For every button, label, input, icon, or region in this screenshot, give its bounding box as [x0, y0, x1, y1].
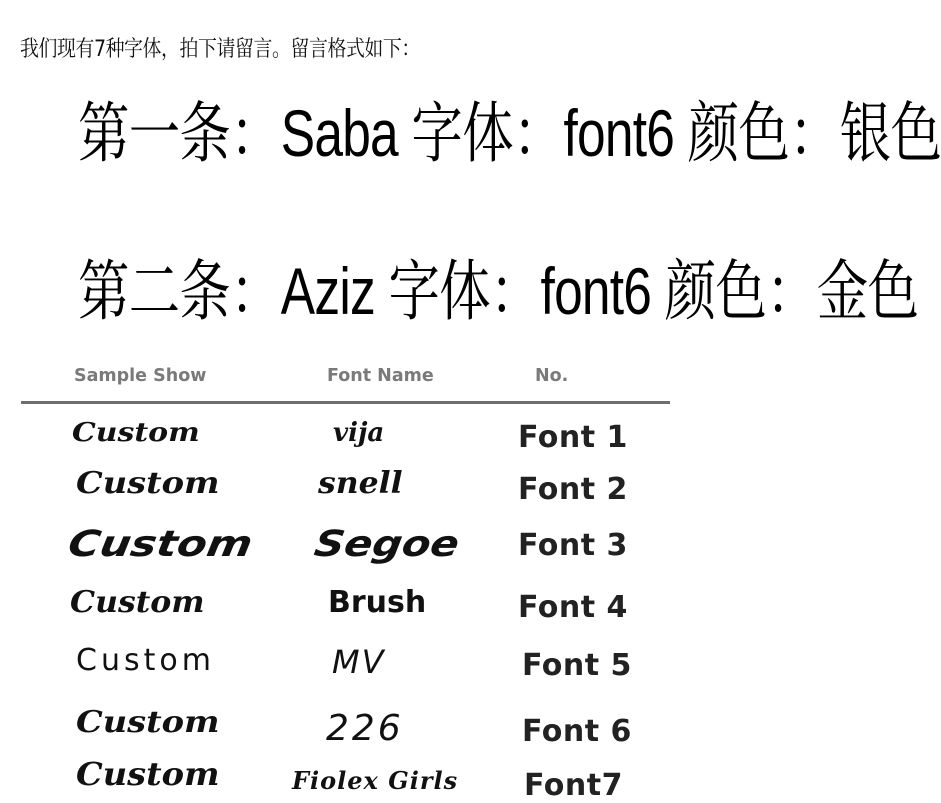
font-number-2: Font 2	[518, 472, 628, 507]
example-line-2: 第二条：Aziz 字体：font6 颜色：金色	[78, 254, 919, 328]
header-divider	[21, 401, 670, 404]
font-name-6: 226	[326, 708, 404, 749]
font-number-1: Font 1	[518, 420, 628, 455]
intro-text: 我们现有7种字体，拍下请留言。留言格式如下：	[20, 37, 420, 62]
example-line-1: 第一条：Saba 字体：font6 颜色：银色	[78, 96, 941, 170]
header-no: No.	[535, 366, 569, 386]
font-name-3: Segoe	[311, 524, 463, 565]
sample-custom-5: Custom	[76, 643, 215, 678]
font-number-5: Font 5	[522, 648, 632, 683]
font-number-7: Font7	[524, 768, 623, 803]
header-font-name: Font Name	[327, 366, 434, 386]
font-name-4: Brush	[328, 585, 427, 620]
sample-custom-4: Custom	[70, 585, 205, 620]
font-name-5: MV	[332, 643, 386, 681]
font-name-1: vija	[333, 418, 385, 448]
sample-custom-2: Custom	[76, 466, 220, 501]
font-number-4: Font 4	[518, 590, 628, 625]
sample-custom-7: Custom	[76, 755, 220, 793]
font-name-2: snell	[318, 466, 403, 501]
font-number-6: Font 6	[522, 714, 632, 749]
font-number-3: Font 3	[518, 528, 628, 563]
sample-custom-3: Custom	[65, 524, 256, 565]
font-name-7: Fiolex Girls	[292, 766, 459, 795]
sample-custom-6: Custom	[76, 705, 220, 740]
sample-custom-1: Custom	[72, 418, 200, 448]
header-sample-show: Sample Show	[74, 366, 207, 386]
